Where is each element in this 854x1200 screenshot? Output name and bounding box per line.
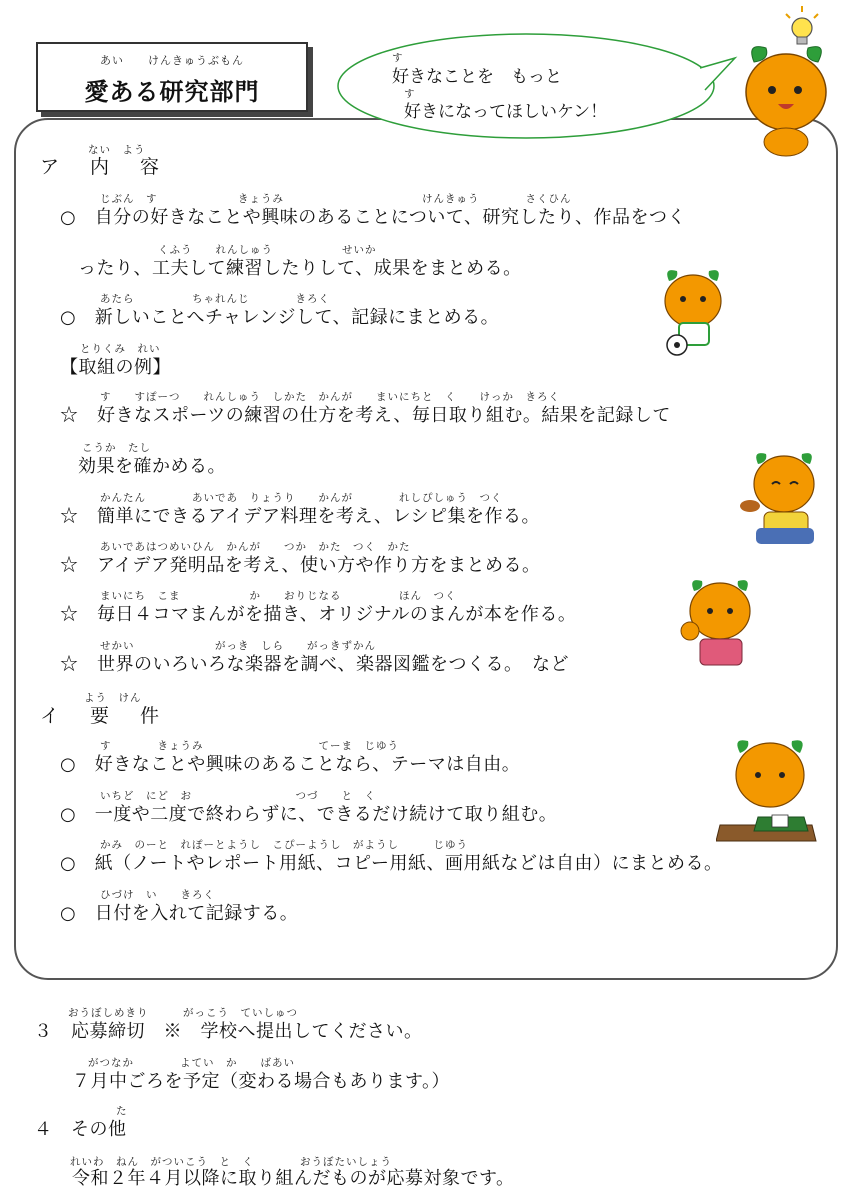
a-item1-line2: ったり、工夫して練習したりして、成果をまとめる。 <box>78 258 522 279</box>
title-ruby: あい けんきゅうぶもん <box>100 54 244 67</box>
bubble-ruby-2: す <box>404 88 416 100</box>
section-a-heading: ア 内 容 <box>40 156 166 178</box>
ex3-line1: ☆ アイデア発明品を考え、使い方や作り方をまとめる。 <box>60 555 541 576</box>
b-item1-line1: ○ 好きなことや興味のあることなら、テーマは自由。 <box>60 754 521 775</box>
b-item4-ruby: ひづけ い きろく <box>100 889 215 901</box>
mascot-drawing-icon <box>676 575 756 675</box>
ex4-ruby: まいにち こま か おりじなる ほん つく <box>100 590 457 602</box>
ex1-line1: ☆ 好きなスポーツの練習の仕方を考え、毎日取り組む。結果を記録して <box>60 405 671 426</box>
a-item1-ruby: じぶん す きょうみ けんきゅう さくひん <box>100 193 572 205</box>
section-a-ruby: ない よう <box>88 144 146 156</box>
ex1-ruby: す すぽーつ れんしゅう しかた かんが まいにちと く けっか きろく <box>100 391 560 403</box>
ex1-line2: 効果を確かめる。 <box>78 456 226 477</box>
section-3-ruby2: がつなか よてい か ばあい <box>88 1057 295 1069</box>
section-3-line1: ３ 応募締切 ※ 学校へ提出してください。 <box>34 1021 423 1042</box>
ex2-ruby: かんたん あいであ りょうり かんが れしぴしゅう つく <box>100 492 503 504</box>
b-item3-ruby: かみ のーと れぽーとようし こぴーようし がようし じゆう <box>100 839 468 851</box>
b-item2-line1: ○ 一度や二度で終わらずに、できるだけ続けて取り組む。 <box>60 804 558 825</box>
ex4-line1: ☆ 毎日４コマまんがを描き、オリジナルのまんが本を作る。 <box>60 604 577 625</box>
a-item1-line1: ○ 自分の好きなことや興味のあることについて、研究したり、作品をつく <box>60 207 686 228</box>
mascot-lightbulb-icon <box>736 4 840 158</box>
examples-heading: 【取組の例】 <box>60 357 171 378</box>
a-item1-ruby2: くふう れんしゅう せいか <box>158 244 377 256</box>
bubble-line-2: 好きになってほしいケン！ <box>404 102 608 122</box>
section-4-ruby: た <box>116 1105 128 1117</box>
b-item3-line1: ○ 紙（ノートやレポート用紙、コピー用紙、画用紙などは自由）にまとめる。 <box>60 853 723 874</box>
title-box <box>36 42 308 112</box>
ex5-line1: ☆ 世界のいろいろな楽器を調べ、楽器図鑑をつくる。 など <box>60 654 569 675</box>
mascot-calligraphy-icon <box>716 735 820 845</box>
b-item2-ruby: いちど にど お つづ と く <box>100 790 376 802</box>
section-4-ruby2: れいわ ねん がついこう と く おうぼたいしょう <box>70 1156 392 1168</box>
ex2-line1: ☆ 簡単にできるアイデア料理を考え、レシピ集を作る。 <box>60 506 541 527</box>
examples-ruby: とりくみ れい <box>80 343 161 355</box>
section-3-line2: ７月中ごろを予定（変わる場合もあります。） <box>72 1071 451 1092</box>
b-item4-line1: ○ 日付を入れて記録する。 <box>60 903 299 924</box>
section-b-heading: イ 要 件 <box>40 705 166 727</box>
page-title: 愛ある研究部門 <box>84 78 260 106</box>
section-4-line2: 令和２年４月以降に取り組んだものが応募対象です。 <box>72 1168 515 1189</box>
section-4-line1: ４ その他 <box>34 1119 127 1140</box>
section-b-ruby: よう けん <box>84 692 142 704</box>
a-item2-line1: ○ 新しいことへチャレンジして、記録にまとめる。 <box>60 307 500 328</box>
mascot-soccer-icon <box>655 265 731 357</box>
mascot-cooking-icon <box>738 450 822 550</box>
section-3-ruby: おうぼしめきり がっこう ていしゅつ <box>68 1007 298 1019</box>
ex3-ruby: あいであはつめいひん かんが つか かた つく かた <box>100 541 411 553</box>
bubble-line-1: 好きなことを もっと <box>392 67 562 87</box>
bubble-ruby-1: す <box>392 52 404 64</box>
ex1-ruby2: こうか たし <box>82 442 151 454</box>
speech-bubble <box>330 28 750 146</box>
a-item2-ruby: あたら ちゃれんじ きろく <box>100 293 330 305</box>
b-item1-ruby: す きょうみ てーま じゆう <box>100 740 399 752</box>
ex5-ruby: せかい がっき しら がっきずかん <box>100 640 376 652</box>
